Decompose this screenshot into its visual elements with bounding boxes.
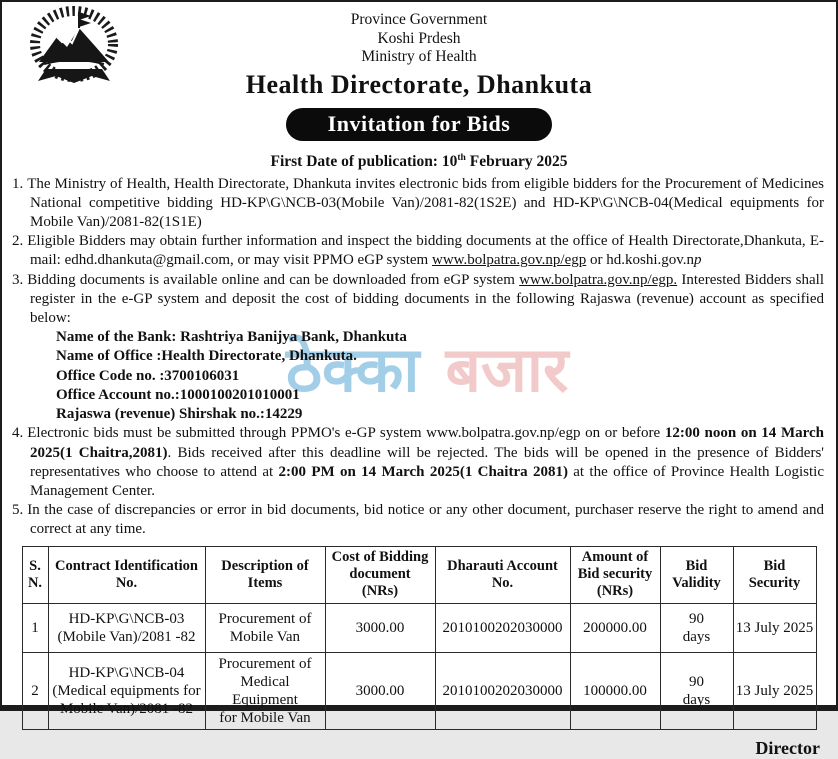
table-cell: 3000.00	[325, 603, 435, 652]
notice-item-5	[12, 501, 824, 539]
table-cell: 200000.00	[570, 603, 660, 652]
government-line-2: Koshi Prdesh	[377, 29, 461, 47]
bid-table	[22, 546, 817, 730]
column-header-bid-validity: Bid Validity	[660, 546, 733, 603]
table-cell: 2010100202030000	[435, 652, 570, 729]
table-row	[22, 652, 816, 729]
table-cell: 90 days	[660, 603, 733, 652]
column-header-bid-security-amount: Amount of Bid security (NRs)	[570, 546, 660, 603]
item-number-4: 4.	[12, 425, 24, 442]
table-cell: 90 days	[660, 652, 733, 729]
table-cell: 100000.00	[570, 652, 660, 729]
government-line-3: Ministry of Health	[361, 48, 477, 65]
signature-title: Director	[755, 737, 820, 758]
column-header-description: Description of Items	[205, 546, 325, 603]
watermark-text-2: बजार	[445, 333, 569, 406]
notice-item-2	[12, 232, 824, 270]
item-text-4: Electronic bids must be submitted through PPMO's e-GP system www.bolpatra.gov.np/egp on or before 12:00 noon on 14 March 2025(1 Chaitra,2081). Bids received after this deadline will be rejected. The bids will be opened in the presence of Bidders' representatives who choose to attend at 2:00 PM on 14 March 2025(1 Chaitra 2081) at the office of Province Health Logistic Management Center.	[27, 425, 825, 499]
bank-detail-line: Office Account no.:1000100201010001	[56, 386, 300, 403]
bank-detail-line: Name of Office :Health Directorate, Dhankuta.	[56, 348, 357, 365]
banner-row	[2, 108, 836, 141]
notice-item-3	[12, 271, 824, 329]
table-cell: 1	[22, 603, 48, 652]
table-cell: HD-KP\G\NCB-03 (Mobile Van)/2081 -82	[48, 603, 205, 652]
table-cell: 2	[22, 652, 48, 729]
government-line-1: Province Government	[350, 11, 488, 28]
item-number-5: 5.	[12, 502, 24, 519]
item-number-2: 2.	[12, 233, 24, 250]
column-header-contract-id: Contract Identification No.	[48, 546, 205, 603]
bank-details-block	[56, 328, 824, 424]
table-header-row	[22, 546, 816, 603]
invitation-for-bids-banner: Invitation for Bids	[286, 108, 553, 141]
office-title: Health Directorate, Dhankuta	[245, 69, 593, 99]
table-row	[22, 603, 816, 652]
notice-item-1	[12, 175, 824, 233]
table-cell: Procurement of Mobile Van	[205, 603, 325, 652]
item-text-2: Eligible Bidders may obtain further information and inspect the bidding documents at the office of Health Directorate,Dhankuta, E-mail: edhd.dhankuta@gmail.com, or may visit PPMO eGP system www.bolpatra.gov.np/egp or hd.koshi.gov.np	[27, 233, 824, 269]
table-cell: Procurement of Medical Equipment for Mobile Van	[205, 652, 325, 729]
bank-detail-line: Rajaswa (revenue) Shirshak no.:14229	[56, 406, 303, 423]
notice-item-4	[12, 424, 824, 501]
table-cell: 13 July 2025	[733, 603, 816, 652]
column-header-sn: S. N.	[22, 546, 48, 603]
bank-detail-line: Name of the Bank: Rashtriya Banijya Bank, Dhankuta	[56, 329, 407, 346]
document-header	[2, 2, 836, 171]
table-cell: 2010100202030000	[435, 603, 570, 652]
item-text-3: Bidding documents is available online and can be downloaded from eGP system www.bolpatra.gov.np/egp. Interested Bidders shall register in the e-GP system and deposit the cost of bidding documents in the following Rajaswa (revenue) account as specified below:	[27, 271, 824, 327]
column-header-cost: Cost of Bidding document (NRs)	[325, 546, 435, 603]
column-header-bid-security: Bid Security	[733, 546, 816, 603]
notice-body	[12, 175, 824, 540]
table-cell: HD-KP\G\NCB-04 (Medical equipments for Mobile Van)/2081 -82	[48, 652, 205, 729]
item-text-1: The Ministry of Health, Health Directorate, Dhankuta invites electronic bids from eligible bidders for the Procurement of Medicines National competitive bidding HD-KP\G\NCB-03(Mobile Van)/2081-82(1S2E) and HD-KP\G\NCB-04(Medical equipments for Mobile Van)/2081-82(1S1E)	[27, 175, 824, 231]
table-cell: 3000.00	[325, 652, 435, 729]
item-number-1: 1.	[12, 175, 24, 192]
publication-date-line: First Date of publication: 10th February 2025	[270, 151, 568, 170]
nepal-emblem-icon	[24, 6, 124, 94]
table-body	[22, 603, 816, 729]
watermark-text-1: ठेक्का	[286, 333, 420, 406]
item-text-5: In the case of discrepancies or error in bid documents, bid notice or any other document, purchaser reserve the right to amend and correct at any time.	[27, 502, 824, 538]
item-number-3: 3.	[12, 271, 24, 288]
bank-detail-line: Office Code no. :3700106031	[56, 367, 240, 384]
table-cell: 13 July 2025	[733, 652, 816, 729]
column-header-dharauti-account: Dharauti Account No.	[435, 546, 570, 603]
